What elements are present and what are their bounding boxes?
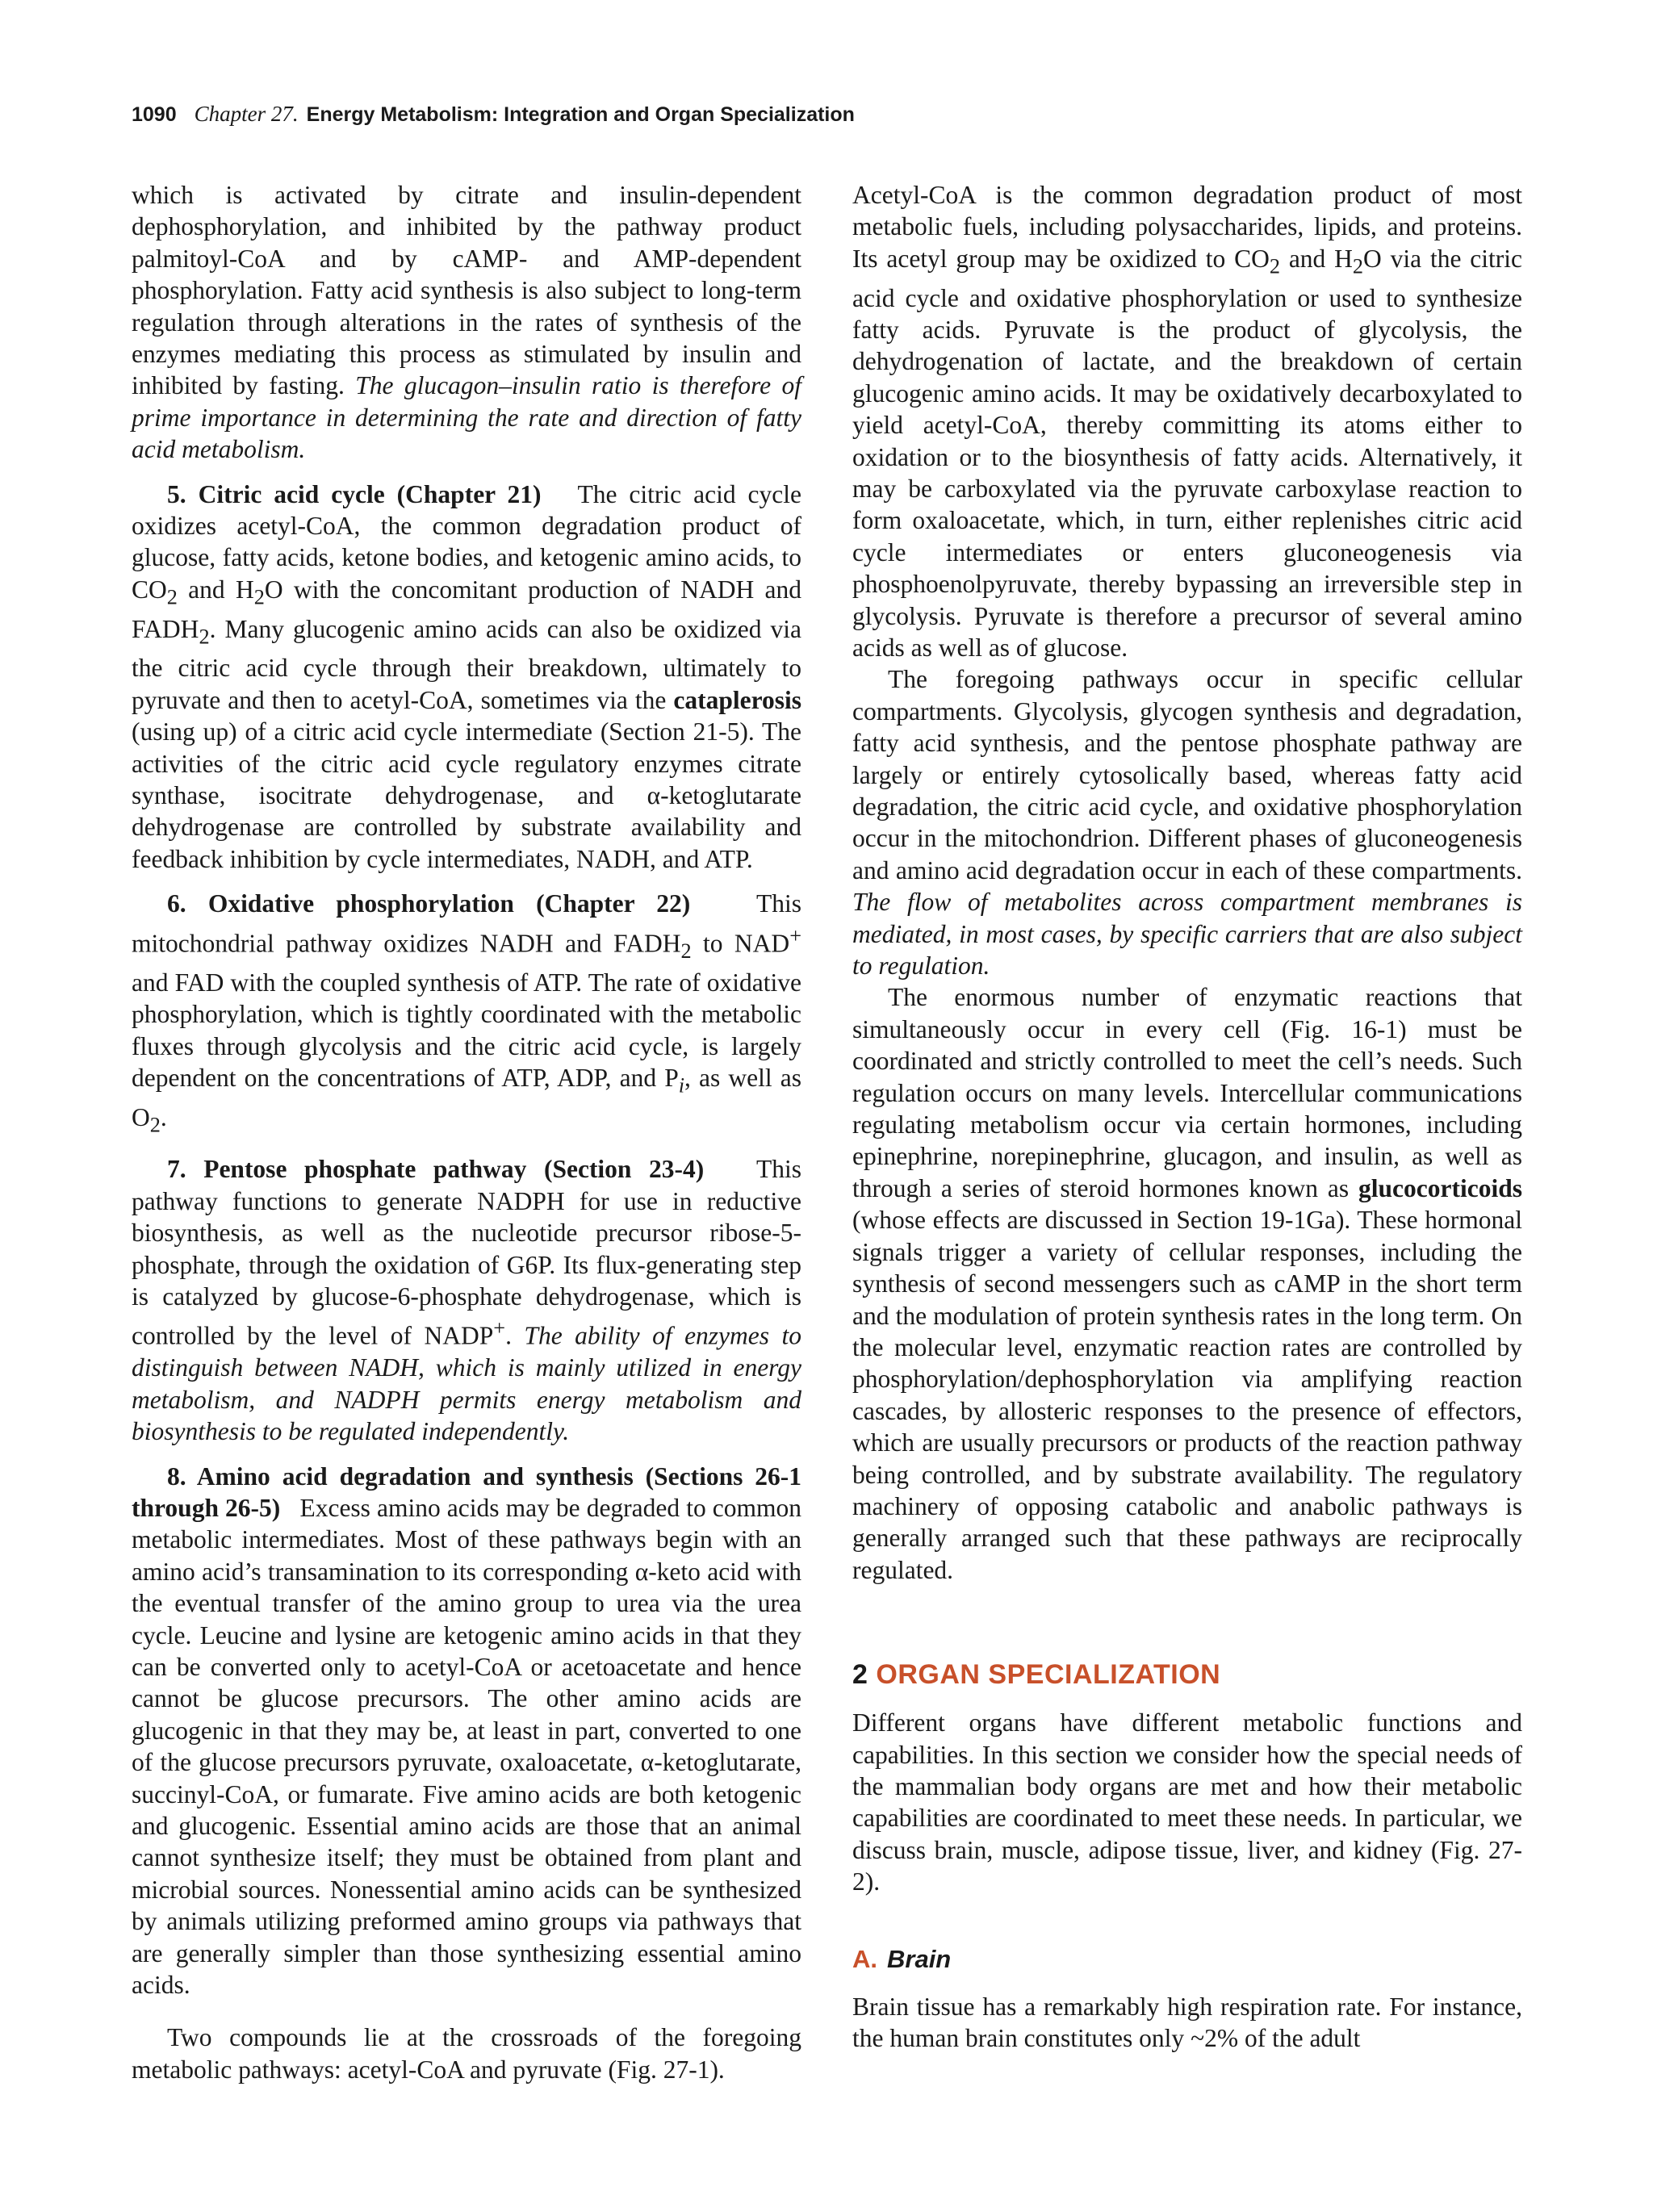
paragraph-regulation: The enormous number of enzymatic reactions that simultaneously occur in every cell (Fig. 16-1) must be coordinated and strictly controlled to meet the cell’s needs. Such regulation occurs on many levels. Intercellular communications regulating metabolism occur via certain hormones, including epinephrine, norepinephrine, glucagon, and insulin, as well as through a series of steroid hormones known as glucocorticoids (whose effects are discussed in Section 19-1Ga). These hormonal signals trigger a variety of cellular responses, including the synthesis of second messengers such as cAMP in the short term and the modulation of protein synthesis rates in the long term. On the molecular level, enzymatic reaction rates are controlled by phosphorylation/dephosphorylation via amplifying reaction cascades, by allosteric responses to the presence of effectors, which are usually precursors or products of the reaction pathway being controlled, and by substrate availability. The regulatory machinery of opposing catabolic and anabolic pathways is generally arranged such that these pathways are reciprocally regulated. <box>852 983 1522 1584</box>
paragraph-pentose-phosphate: 7. Pentose phosphate pathway (Section 23-4) This pathway functions to generate NADPH for use in reductive biosynthesis, as well as the nucleotide precursor ribose-5-phosphate, through the oxidation of G6P. Its flux-generating step is catalyzed by glucose-6-phosphate dehydrogenase, which is controlled by the level of NADP+. The ability of enzymes to distinguish between NADH, which is mainly utilized in energy metabolism, and NADPH permits energy metabolism and biosynthesis to be regulated independently. <box>132 1155 802 1446</box>
chapter-title: Energy Metabolism: Integration and Organ Specialization <box>306 103 855 126</box>
item-heading: 7. Pentose phosphate pathway (Section 23-4) <box>167 1155 705 1184</box>
right-column <box>852 179 1522 2055</box>
page-number: 1090 <box>132 103 177 126</box>
item-heading: 6. Oxidative phosphorylation (Chapter 22) <box>167 889 691 918</box>
paragraph-brain: Brain tissue has a remarkably high respiration rate. For instance, the human brain constitutes only ~2% of the adult <box>852 1992 1522 2053</box>
term-cataplerosis: cataplerosis <box>673 685 801 714</box>
paragraph-fatty-acid-regulation: which is activated by citrate and insulin-dependent dephosphorylation, and inhibited by the pathway product palmitoyl-CoA and by cAMP- and AMP-dependent phosphorylation. Fatty acid synthesis is also subject to long-term regulation through alterations in the rates of synthesis of the enzymes mediating this process as stimulated by insulin and inhibited by fasting. The glucagon–insulin ratio is therefore of prime importance in determining the rate and direction of fatty acid metabolism. <box>132 181 801 464</box>
left-column <box>132 179 801 2085</box>
chapter-label: Chapter 27. <box>194 102 299 126</box>
section-title: ORGAN SPECIALIZATION <box>876 1659 1221 1691</box>
subsection-title: Brain <box>887 1944 952 1973</box>
paragraph-organ-intro: Different organs have different metabolic functions and capabilities. In this section we consider how the special needs of the mammalian body organs are met and how their metabolic capabilities are coordinated to meet these needs. In particular, we discuss brain, muscle, adipose tissue, liver, and kidney (Fig. 27-2). <box>852 1708 1522 1896</box>
section-number: 2 <box>852 1659 868 1691</box>
paragraph-oxidative-phosphorylation: 6. Oxidative phosphorylation (Chapter 22) This mitochondrial pathway oxidizes NADH and $FADH_2$ to NAD+ and FAD with the coupled synthesis of ATP. The rate of oxidative phosphorylation, which is tightly coordinated with the metabolic fluxes through glycolysis and the citric acid cycle, is largely dependent on the concentrations of ATP, ADP, and $P_i$, as well as $O_2$. <box>132 889 801 1136</box>
subsection-heading <box>852 1943 1522 1975</box>
paragraph-amino-acid-degradation: 8. Amino acid degradation and synthesis (Sections 26-1 through 26-5) Excess amino acids may be degraded to common metabolic intermediates. Most of these pathways begin with an amino acid’s transamination to its corresponding α-keto acid with the eventual transfer of the amino group to urea via the urea cycle. Leucine and lysine are ketogenic amino acids in that they can be converted only to acetyl-CoA or acetoacetate and hence cannot be glucose precursors. The other amino acids are glucogenic in that they may be, at least in part, converted to one of the glucose precursors pyruvate, oxaloacetate, α-ketoglutarate, succinyl-CoA, or fumarate. Five amino acids are both ketogenic and glucogenic. Essential amino acids are those that an animal cannot synthesize itself; they must be obtained from plant and microbial sources. Nonessential amino acids can be synthesized by animals utilizing preformed amino groups via pathways that are generally simpler than those synthesizing essential amino acids. <box>132 1461 801 2000</box>
paragraph-citric-acid-cycle: 5. Citric acid cycle (Chapter 21) The citric acid cycle oxidizes acetyl-CoA, the common degradation product of glucose, fatty acids, ketone bodies, and ketogenic amino acids, to $CO_2$ and $H_2O$ with the concomitant production of NADH and $FADH_2$. Many glucogenic amino acids can also be oxidized via the citric acid cycle through their breakdown, ultimately to pyruvate and then to acetyl-CoA, sometimes via the cataplerosis (using up) of a citric acid cycle intermediate (Section 21-5). The activities of the citric acid cycle regulatory enzymes citrate synthase, isocitrate dehydrogenase, and α-ketoglutarate dehydrogenase are controlled by substrate availability and feedback inhibition by cycle intermediates, NADH, and ATP. <box>132 479 802 873</box>
item-heading: 8. Amino acid degradation and synthesis (Sections 26-1 through 26-5) <box>132 1461 801 1522</box>
item-heading: 5. Citric acid cycle (Chapter 21) <box>167 479 542 508</box>
paragraph-compartments: The foregoing pathways occur in specific cellular compartments. Glycolysis, glycogen synthesis and degradation, fatty acid synthesis, and the pentose phosphate pathway are largely or entirely cytosolically based, whereas fatty acid degradation, the citric acid cycle, and oxidative phosphorylation occur in the mitochondrion. Different phases of gluconeogenesis and amino acid degradation occur in each of these compartments. The flow of metabolites across compartment membranes is mediated, in most cases, by specific carriers that are also subject to regulation. <box>852 665 1522 981</box>
running-header <box>132 102 855 127</box>
subsection-letter: A. <box>852 1944 877 1973</box>
section-heading <box>852 1658 1522 1691</box>
paragraph-crossroads: Two compounds lie at the crossroads of the foregoing metabolic pathways: acetyl-CoA and pyruvate (Fig. 27-1). <box>132 2023 801 2084</box>
paragraph-acetyl-coa: Acetyl-CoA is the common degradation product of most metabolic fuels, including polysaccharides, lipids, and proteins. Its acetyl group may be oxidized to $CO_2$ and $H_2O$ via the citric acid cycle and oxidative phosphorylation or used to synthesize fatty acids. Pyruvate is the product of glycolysis, the dehydrogenation of lactate, and the breakdown of certain glucogenic amino acids. It may be oxidatively decarboxylated to yield acetyl-CoA, thereby committing its atoms either to oxidation or to the biosynthesis of fatty acids. Alternatively, it may be carboxylated via the pyruvate carboxylase reaction to form oxaloacetate, which, in turn, either replenishes citric acid cycle intermediates or enters gluconeogenesis via phosphoenolpyruvate, thereby bypassing an irreversible step in glycolysis. Pyruvate is therefore a precursor of several amino acids as well as of glucose. <box>852 181 1523 662</box>
term-glucocorticoids: glucocorticoids <box>1358 1173 1522 1202</box>
